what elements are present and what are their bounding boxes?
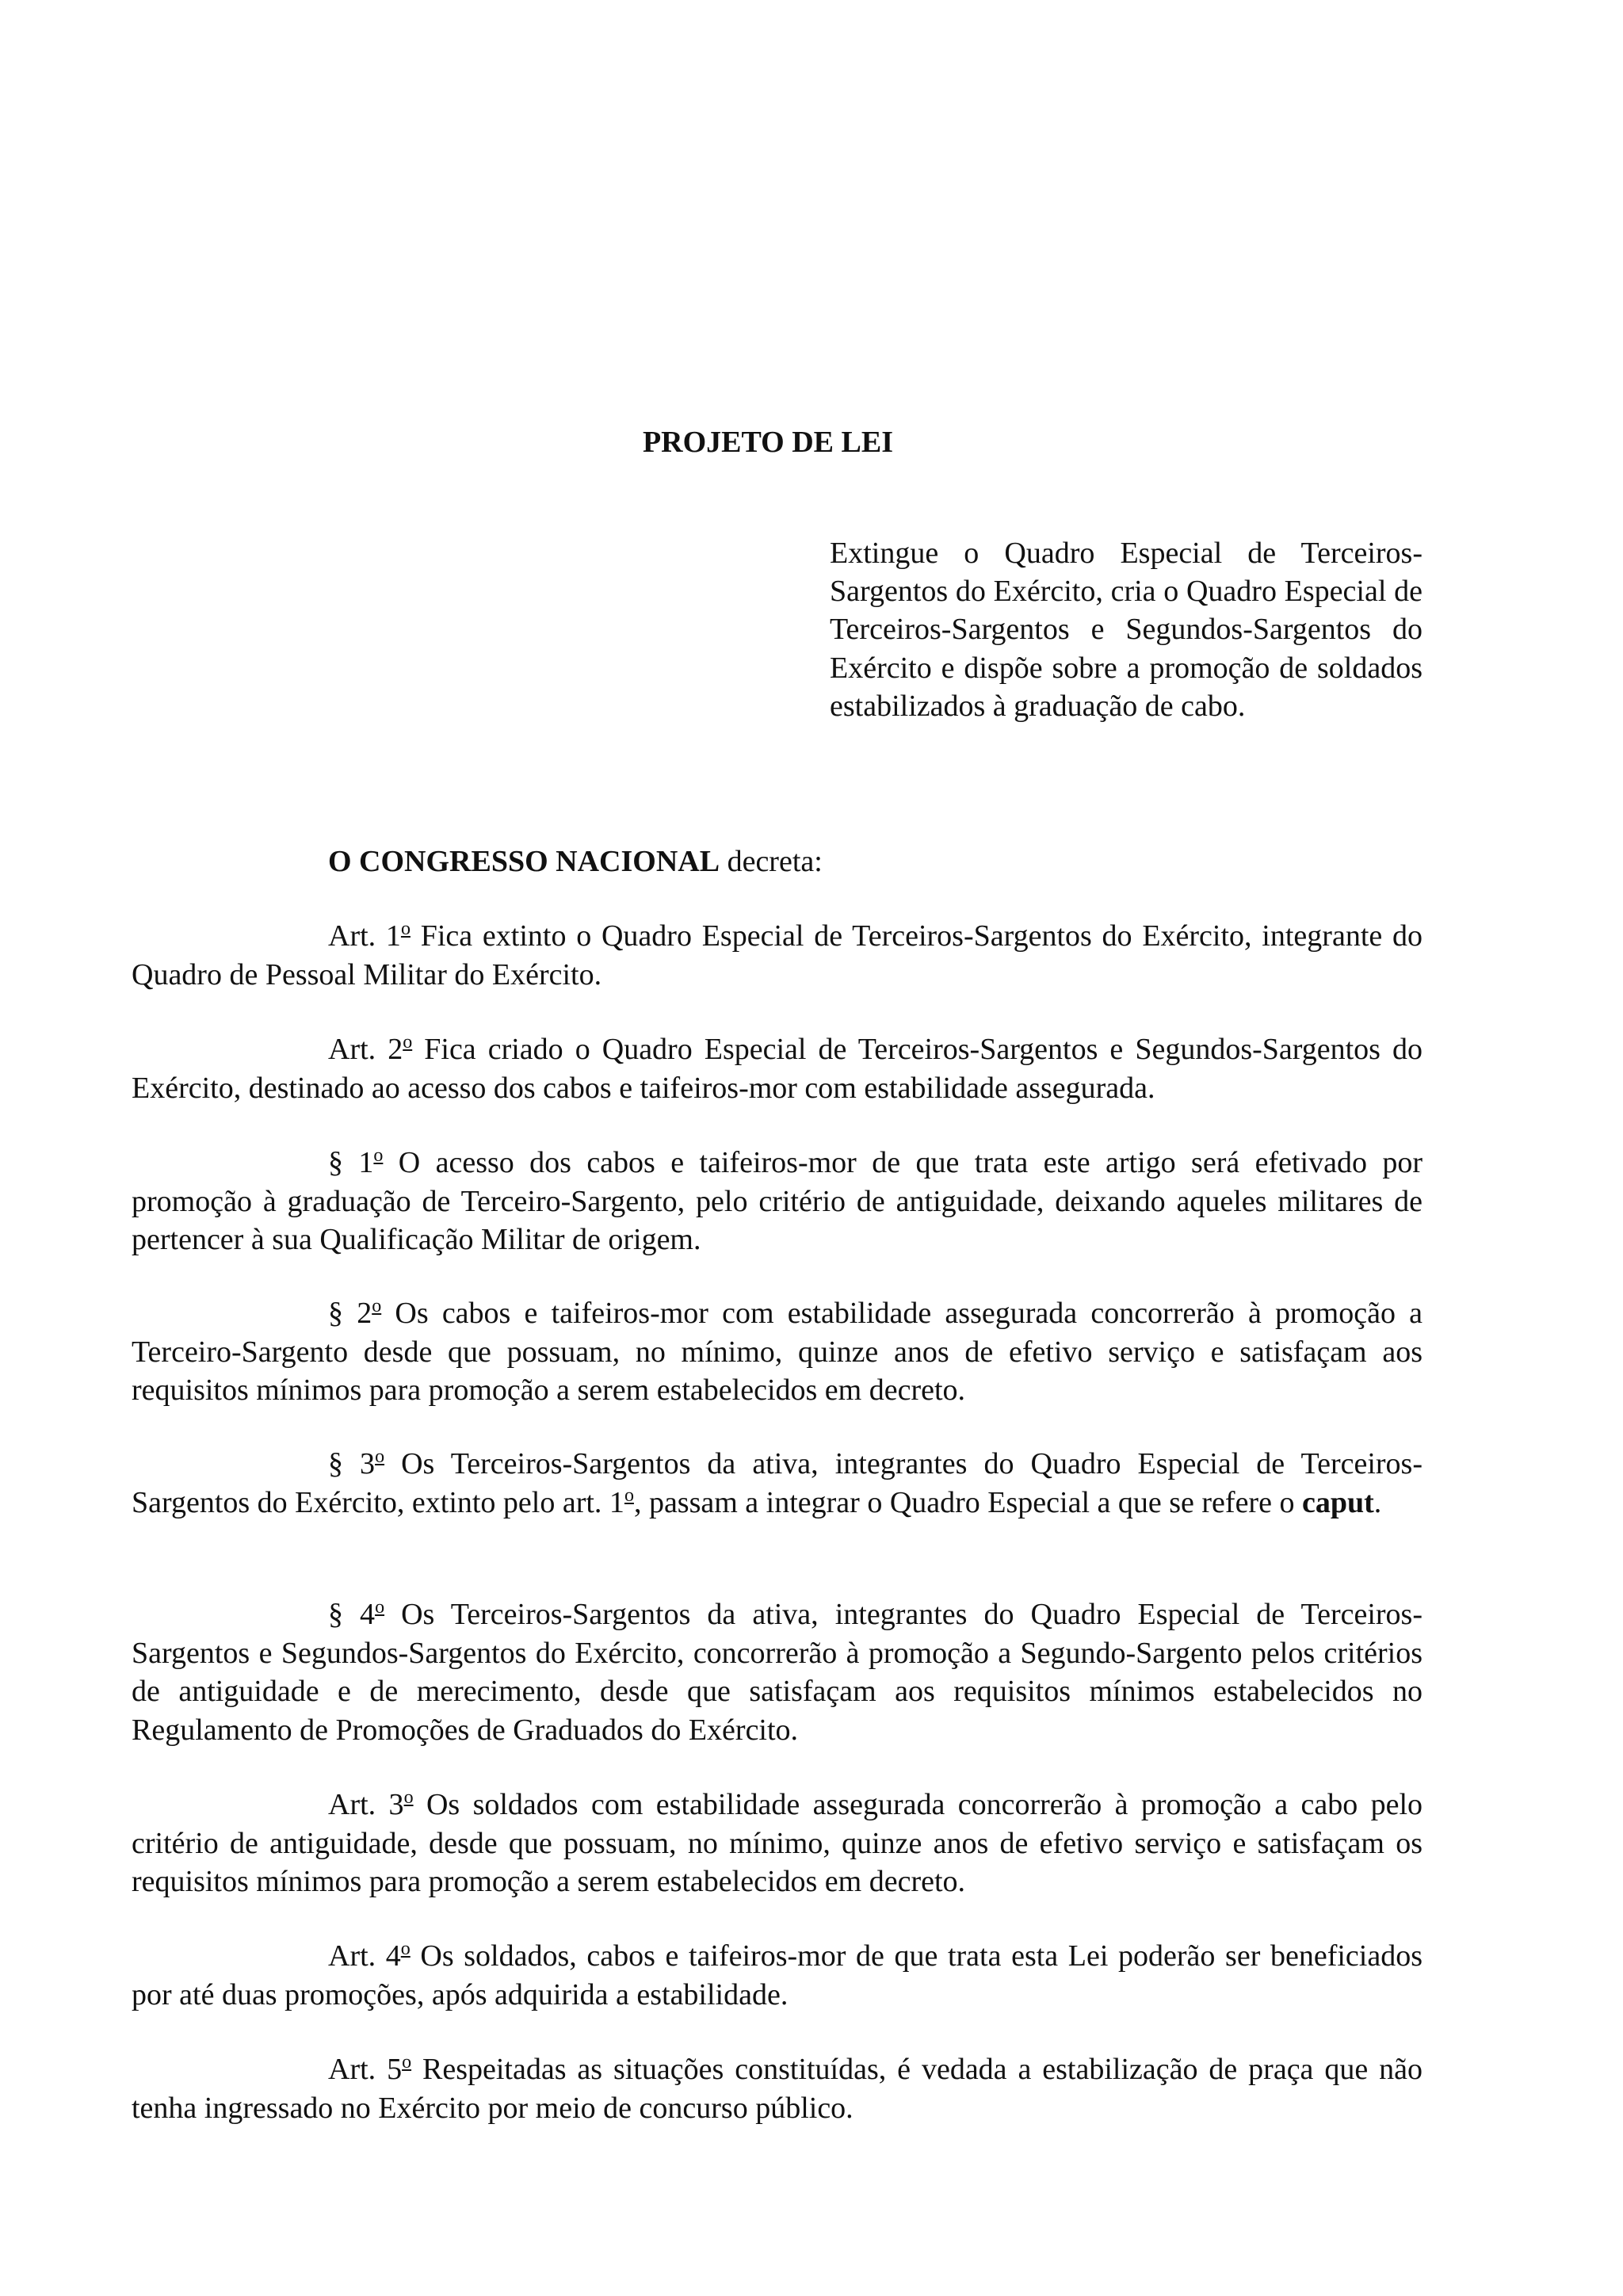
article-1 [132,917,1423,994]
paragraph-3-text-b: , passam a integrar o Quadro Especial a que se refere o [633,1485,1302,1519]
article-2-label: Art. 2 [328,1033,403,1066]
article-3-ordinal: o [403,1787,414,1808]
paragraph-2-text: Os cabos e taifeiros-mor com estabilidade assegurada concorrerão à promoção a Terceiro-Sargento desde que possuam, no mínimo, quinze anos de efetivo serviço e satisfaçam aos requisitos mínimos para promoção a serem estabelecidos em decreto. [132,1297,1423,1407]
paragraph-2-label: § 2 [328,1297,372,1330]
article-4 [132,1937,1423,2014]
article-4-label: Art. 4 [328,1939,401,1973]
article-2 [132,1030,1423,1107]
article-2-paragraph-3 [132,1445,1423,1522]
paragraph-2-ordinal: o [372,1296,382,1316]
caput-term: caput [1301,1485,1374,1519]
paragraph-3-text-c: . [1373,1485,1382,1519]
paragraph-3-label: § 3 [328,1447,376,1480]
article-2-ordinal: o [403,1032,413,1052]
paragraph-4-label: § 4 [328,1598,376,1631]
article-1-ordinal: o [400,919,411,939]
paragraph-3-ordinal: o [375,1446,385,1467]
enactment-subject: O CONGRESSO NACIONAL [328,845,720,878]
article-5-ordinal: o [402,2052,412,2073]
enactment-verb: decreta: [720,845,823,878]
article-1-label: Art. 1 [328,919,401,953]
paragraph-3-ordinal-ref: o [624,1484,634,1506]
article-5-label: Art. 5 [328,2053,403,2086]
document-title: PROJETO DE LEI [642,426,894,459]
article-3 [132,1786,1423,1901]
article-3-text: Os soldados com estabilidade assegurada concorrerão à promoção a cabo pelo critério de antiguidade, desde que possuam, no mínimo, quinze anos de efetivo serviço e satisfaçam os requisitos mínimos para promoção a serem estabelecidos em decreto. [132,1788,1423,1898]
article-4-ordinal: o [400,1939,411,1959]
paragraph-1-ordinal: o [373,1145,384,1166]
paragraph-1-text: O acesso dos cabos e taifeiros-mor de que trata este artigo será efetivado por promoção à graduação de Terceiro-Sargento, pelo critério de antiguidade, deixando aqueles militares de pertencer à sua Qualificação Militar de origem. [132,1146,1423,1256]
ementa: Extingue o Quadro Especial de Terceiros-Sargentos do Exército, cria o Quadro Especial de Terceiros-Sargentos e Segundos-Sargentos do Exército e dispõe sobre a promoção de soldados estabilizados à graduação de cabo. [830,537,1423,723]
article-1-text: Fica extinto o Quadro Especial de Terceiros-Sargentos do Exército, integrante do Quadro de Pessoal Militar do Exército. [132,919,1423,991]
paragraph-1-label: § 1 [328,1146,374,1179]
article-4-text: Os soldados, cabos e taifeiros-mor de que trata esta Lei poderão ser beneficiados por até duas promoções, após adquirida a estabilidade. [132,1939,1423,2011]
article-2-paragraph-2 [132,1294,1423,1410]
paragraph-4-ordinal: o [375,1597,385,1618]
article-2-text: Fica criado o Quadro Especial de Terceiros-Sargentos e Segundos-Sargentos do Exército, destinado ao acesso dos cabos e taifeiros-mor com estabilidade assegurada. [132,1033,1423,1105]
paragraph-4-text: Os Terceiros-Sargentos da ativa, integrantes do Quadro Especial de Terceiros-Sargentos e Segundos-Sargentos do Exército, concorrerão à promoção a Segundo-Sargento pelos critérios de antiguidade e de merecimento, desde que satisfaçam aos requisitos mínimos estabelecidos no Regulamento de Promoções de Graduados do Exército. [132,1598,1423,1747]
article-2-paragraph-1 [132,1144,1423,1259]
enactment-clause [132,842,1423,881]
paragraph-3-text-a: Os Terceiros-Sargentos da ativa, integrantes do Quadro Especial de Terceiros-Sargentos do Exército, extinto pelo art. 1 [132,1447,1423,1519]
article-3-label: Art. 3 [328,1788,404,1821]
article-5-text: Respeitadas as situações constituídas, é vedada a estabilização de praça que não tenha ingressado no Exército por meio de concurso público. [132,2053,1423,2125]
article-5 [132,2050,1423,2127]
article-2-paragraph-4 [132,1595,1423,1749]
